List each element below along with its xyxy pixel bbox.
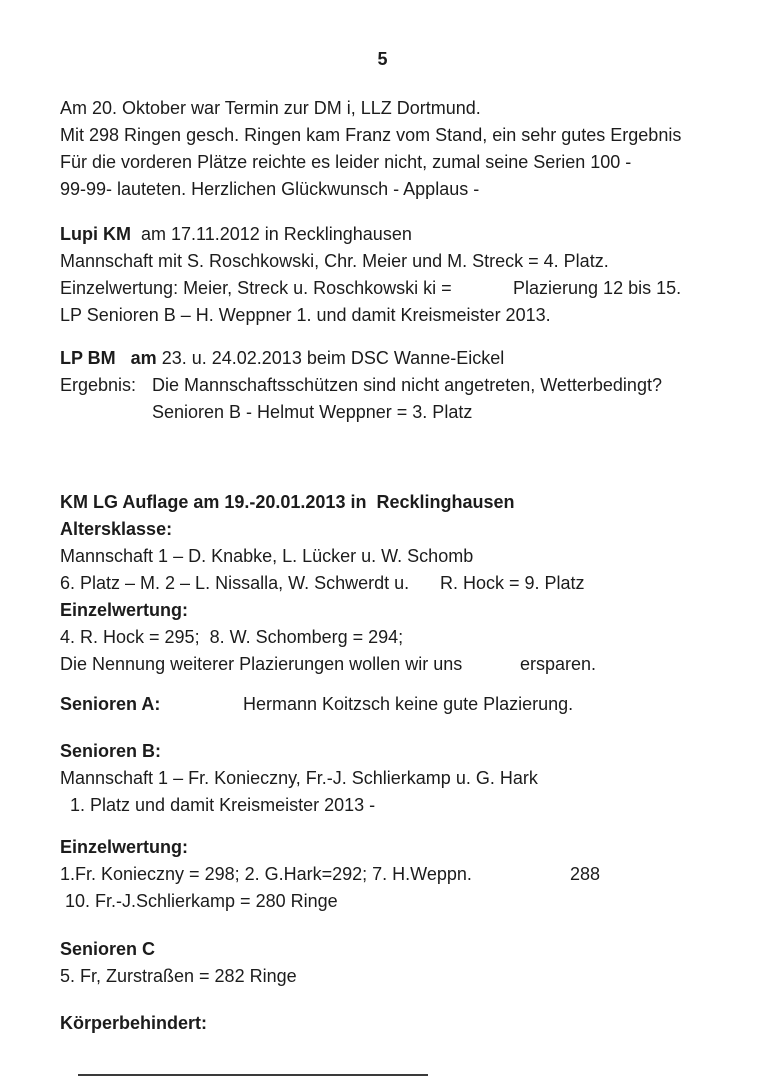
text-line: Mannschaft mit S. Roschkowski, Chr. Meier und M. Streck = 4. Platz. — [60, 251, 609, 271]
text-line: 1.Fr. Konieczny = 298; 2. G.Hark=292; 7. H.Weppn. 288 — [60, 864, 601, 884]
text-line: Für die vorderen Plätze reichte es leider nicht, zumal seine Serien 100 - — [60, 152, 632, 172]
section-einzelwertung-b — [60, 834, 735, 915]
heading-bold: Lupi KM — [60, 224, 131, 244]
section-lp-bm — [60, 345, 735, 426]
text-line: Senioren A: Hermann Koitzsch keine gute Plazierung. — [60, 691, 735, 718]
section-heading: KM LG Auflage am 19.-20.01.2013 in Recklinghausen — [60, 492, 515, 512]
text-line: 10. Fr.-J.Schlierkamp = 280 Ringe — [65, 891, 338, 911]
text-line: Mannschaft 1 – Fr. Konieczny, Fr.-J. Schlierkamp u. G. Hark — [60, 768, 538, 788]
section-senioren-b — [60, 738, 735, 819]
text-line: Mit 298 Ringen gesch. Ringen kam Franz vom Stand, ein sehr gutes Ergebnis — [60, 125, 682, 145]
subheading-einzelwertung: Einzelwertung: — [60, 837, 189, 857]
cutoff-next-text-line — [78, 1074, 428, 1076]
score-value: 288 — [570, 864, 601, 884]
text-line: Senioren B - Helmut Weppner = 3. Platz — [152, 402, 473, 422]
text-line: 4. R. Hock = 295; 8. W. Schomberg = 294; — [60, 627, 404, 647]
page-number: 5 — [377, 49, 388, 69]
section-senioren-c — [60, 936, 735, 990]
section-heading: LP BM am 23. u. 24.02.2013 beim DSC Wanne-Eickel — [60, 348, 505, 368]
text-line: Am 20. Oktober war Termin zur DM i, LLZ Dortmund. — [60, 98, 481, 118]
text-line: 5. Fr, Zurstraßen = 282 Ringe — [60, 966, 297, 986]
text-line: 6. Platz – M. 2 – L. Nissalla, W. Schwerdt u. R. Hock = 9. Platz — [60, 573, 585, 593]
subheading-einzelwertung: Einzelwertung: — [60, 600, 189, 620]
text-line: 1. Platz und damit Kreismeister 2013 - — [70, 795, 376, 815]
section-lupi-km — [60, 221, 735, 329]
subheading-senioren-c: Senioren C — [60, 939, 156, 959]
text-line: Einzelwertung: Meier, Streck u. Roschkowski ki = Plazierung 12 bis 15. — [60, 278, 682, 298]
subheading-koerperbehindert: Körperbehindert: — [60, 1013, 208, 1033]
subheading-altersklasse: Altersklasse: — [60, 519, 173, 539]
section-km-lg-auflage — [60, 489, 735, 678]
text-line: Die Nennung weiterer Plazierungen wollen wir uns ersparen. — [60, 654, 597, 674]
text-line: LP Senioren B – H. Weppner 1. und damit Kreismeister 2013. — [60, 305, 551, 325]
subheading-senioren-a: Senioren A: — [60, 694, 161, 714]
text-line: Mannschaft 1 – D. Knabke, L. Lücker u. W. Schomb — [60, 546, 474, 566]
paragraph-dm-dortmund — [60, 95, 735, 203]
text-line: 99-99- lauteten. Herzlichen Glückwunsch - Applaus - — [60, 179, 480, 199]
section-heading: Lupi KM am 17.11.2012 in Recklinghausen — [60, 224, 412, 244]
text-line: Ergebnis: Die Mannschaftsschützen sind nicht angetreten, Wetterbedingt? — [60, 375, 662, 395]
heading-bold: LP BM am — [60, 348, 157, 368]
section-koerperbehindert — [60, 1010, 735, 1037]
subheading-senioren-b: Senioren B: — [60, 741, 162, 761]
section-senioren-a — [60, 691, 735, 718]
